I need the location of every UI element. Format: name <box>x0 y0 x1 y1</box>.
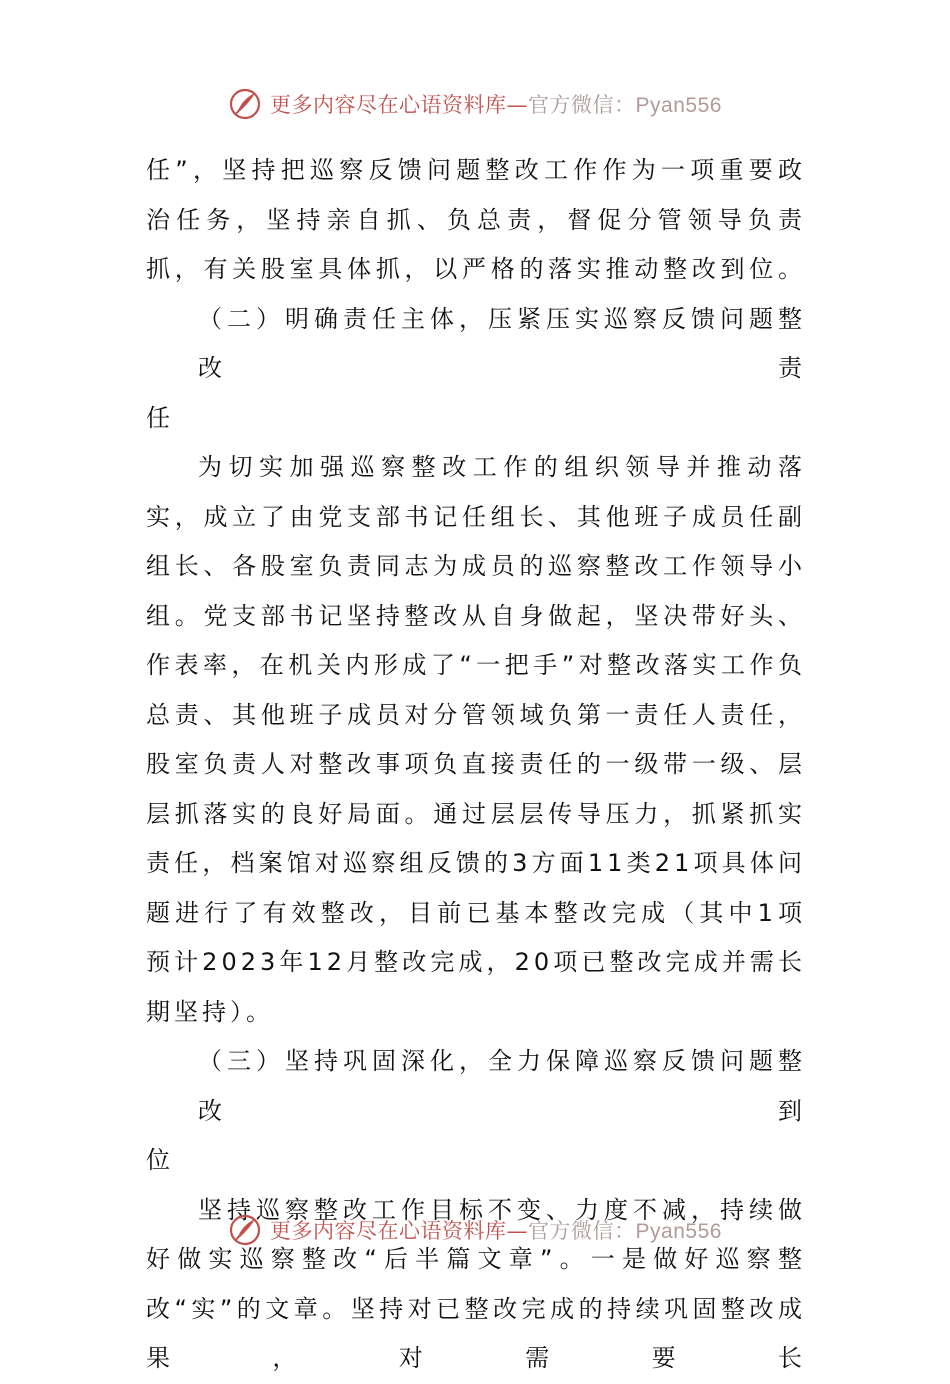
watermark-banner-bottom <box>0 1210 950 1250</box>
paragraph: 为切实加强巡察整改工作的组织领导并推动落实，成立了由党支部书记任组长、其他班子成员任副组长、各股室负责同志为成员的巡察整改工作领导小组。党支部书记坚持整改从自身做起，坚决带好头、作表率，在机关内形成了“一把手”对整改落实工作负总责、其他班子成员对分管领域负第一责任人责任，股室负责人对整改事项负直接责任的一级带一级、层层抓落实的良好局面。通过层层传导压力，抓紧抓实责任，档案馆对巡察组反馈的3方面11类21项具体问题进行了有效整改，目前已基本整改完成（其中1项预计2023年12月整改完成，20项已整改完成并需长期坚持）。 <box>146 453 806 1026</box>
watermark-text: 更多内容尽在心语资料库—官方微信：Pyan556 <box>270 93 722 117</box>
quill-logo-icon <box>228 1213 262 1247</box>
quill-logo-icon <box>228 87 262 121</box>
section-heading: （三）坚持巩固深化，全力保障巡察反馈问题整改到 位 <box>146 1047 806 1174</box>
paragraph: 坚持巡察整改工作目标不变、力度不减，持续做好做实巡察整改“后半篇文章”。一是做好巡察整改“实”的文章。坚持对已整改完成的持续巩固整改成果，对需要长 <box>146 1195 806 1372</box>
watermark-text: 更多内容尽在心语资料库—官方微信：Pyan556 <box>270 1219 722 1243</box>
section-heading: （二）明确责任主体，压紧压实巡察反馈问题整改责 任 <box>146 304 806 432</box>
paragraph: 任”，坚持把巡察反馈问题整改工作作为一项重要政治任务，坚持亲自抓、负总责，督促分管领导负责抓，有关股室具体抓，以严格的落实推动整改到位。 <box>146 156 806 283</box>
watermark-banner-top <box>0 84 950 124</box>
document-body <box>146 146 806 1384</box>
